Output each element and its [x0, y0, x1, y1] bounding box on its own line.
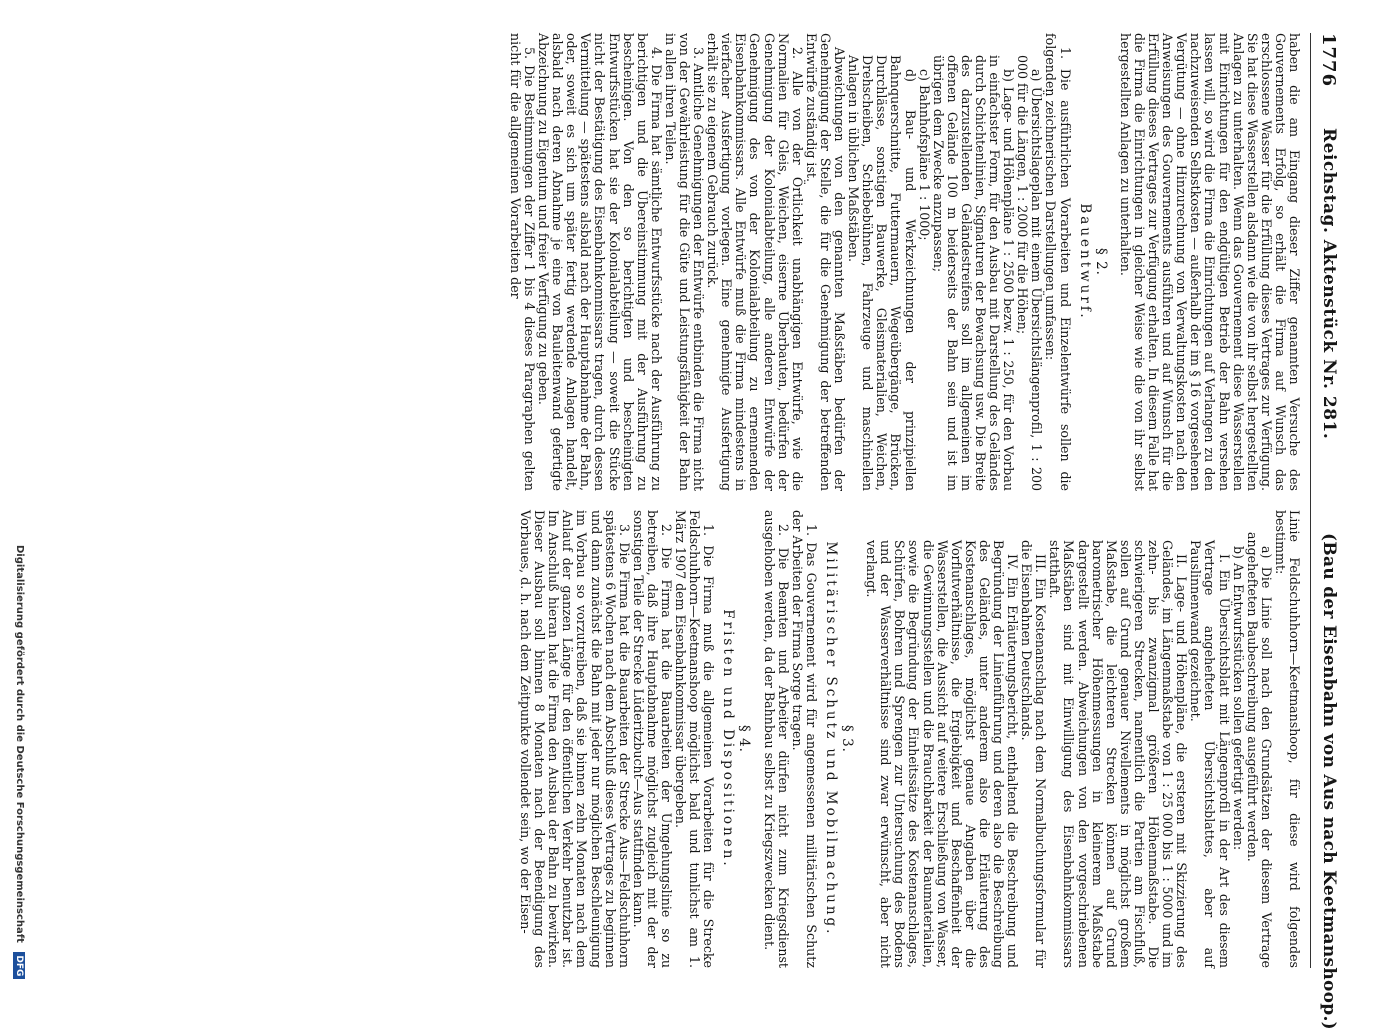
list-item: b) Lage- und Höhenpläne 1 : 2500 bezw. 1 : 250, für den Vorbau in einfachster Form, für den Ausbau mit Darstellung des Geländes durch Schichtenlinien, Signaturen der Bewachsung usw. Die Breite des darzustellenden Geländestreifens soll im allgemeinen im offenen Gelände 100 m beiderseits der Bahn sein und ist im übrigen dem Zwecke anzupassen;: [930, 55, 1017, 491]
paragraph: 1. Das Gouvernement wird für angemessenen militärischen Schutz der Arbeiten der Firma Sorge tragen.: [789, 510, 819, 968]
section-heading: § 2.: [1092, 248, 1109, 276]
paragraph: 3. Die Firma hat die Bauarbeiten der Strecke Aus—Feldschuhhorn spätestens 6 Wochen nach dem Abschluß dieses Vertrages zu beginnen und dann zunächst die Bahn mit jeder nur möglichen Beschleunigung im Vorbau so vorzutreiben, daß sie binnen zehn Monaten nach dem Anlauf der ganzen Länge für den öffentlichen Verkehr benutzbar ist. Im Anschluß hieran hat die Firma den Ausbau der Bahn zu bewirken. Dieser Ausbau soll binnen 8 Monaten nach der Beendigung des Vorbaues, d. h. nach dem Zeitpunkte vollendet sein, wo der Eisen-: [518, 510, 632, 968]
section-title: Fristen und Dispositionen.: [720, 609, 737, 869]
list-item: d) Bau- und Werkzeichnungen der prinzipiellen Bahnquerschnitte, Futtermauern, Wegeübergänge, Brücken, Durchlässe, sonstigen Bauwerke, Gleismaterialien, Weichen, Drehscheiben, Schiebebühnen, Fahrzeuge und maschinellen Anlagen in üblichen Maßstäben.: [846, 55, 918, 491]
paragraph: Linie Feldschuhhorn—Keetmanshoop, für diese wird folgendes bestimmt:: [1272, 510, 1302, 968]
rotated-scanned-page: [14, 25, 1353, 1030]
left-text-column: [508, 33, 1301, 491]
section-title: Bauentwurf.: [1076, 203, 1093, 321]
paragraph: 3. Amtliche Genehmigungen der Entwürfe entbinden die Firma nicht von der Gewährleistung für die Güte und Leistungsfähigkeit der Bahn in allen ihren Teilen.: [662, 33, 707, 491]
credit-text: Digitalisierung gefördert durch die Deutsche Forschungsgemeinschaft: [14, 545, 25, 943]
paragraph: 2. Die Beamten und Arbeiter dürfen nicht zum Kriegsdienst ausgehoben werden, da der Bahnbau selbst zu Kriegszwecken dient.: [761, 510, 791, 968]
page-header: [1310, 33, 1345, 1030]
header-title: (Bau der Eisenbahn von Aus nach Keetmanshoop.): [1319, 533, 1339, 1030]
list-item: IV. Ein Erläuterungsbericht, enthaltend die Beschreibung und Begründung der Linienführung und deren also die Beschreibung des Geländes, unter anderem also die Erläuterung des Kostenanschlages, möglichst genaue Angaben über die Vorflutverhältnisse, die Ergiebigkeit und Beschaffenheit der Wasserstellen, die Aussicht auf weitere Erschließung von Wasser, die Gewinnungsstellen und die Brauchbarkeit der Baumaterialien, sowie die Begründung der Einheitssätze des Kostenanschlages, Schürfen, Bohren und Sprengen zur Untersuchung des Bodens und der Wasserverhältnisse sind zwar erwünscht, aber nicht verlangt.: [864, 540, 1021, 968]
paragraph: 2. Die Firma hat die Bauarbeiten der Umgehungslinie so zu betreiben, daß ihre Hauptabnahme möglichst zugleich mit der der sonstigen Teile der Strecke Lüderitzbucht—Aus stattfinden kann.: [630, 510, 674, 968]
list-item: II. Lage- und Höhenpläne, die ersteren mit Skizzierung des Geländes, im Längenmaßstabe von 1 : 25 000 bis 1 : 5000 und im zehn- bis zwanzigmal größeren Höhenmaßstabe. Die schwierigeren Strecken, namentlich die Partien am Fischfluß, sollen auf Grund genauer Nivellements in möglichst großem Maßstabe, die leichteren Strecken können auf Grund barometrischer Höhenmessungen in kleinerem Maßstabe dargestellt werden. Abweichungen von den vorgeschriebenen Maßstäben sind mit Einwilligung des Eisenbahnkommissars statthaft.: [1047, 540, 1190, 968]
paragraph: 1. Die Firma muß die allgemeinen Vorarbeiten für die Strecke Feldschuhhorn—Keetmanshoop möglichst bald und tunlichst am 1. März 1907 dem Eisenbahnkommissar übergeben.: [673, 510, 717, 968]
digitization-credit: [13, 545, 25, 977]
paragraph: haben die am Eingang dieser Ziffer genannten Versuche des Gouvernements Erfolg, so erhält die Firma auf Wunsch das erschlossene Wasser für die Erfüllung dieses Vertrages zur Verfügung. Sie hat diese Wasserstellen alsdann wie die von ihr selbst hergestellten Anlagen zu unterhalten. Wenn das Gouvernement diese Wasserstellen mit Einrichtungen für den endgültigen Betrieb der Bahn versehen lassen will, so wird die Firma die Einrichtungen auf Verlangen zu den nachzuweisenden Selbstkosten — außerhalb der im § 16 vorgesehenen Vergütung — ohne Hinzurechnung von Verwaltungskosten nach den Anweisungen des Gouvernements ausführen und auf Wunsch für die Erfüllung dieses Vertrages zur Verfügung erhalten. In diesem Falle hat die Firma die Einrichtungen in gleicher Weise wie die von ihr selbst hergestellten Anlagen zu unterhalten.: [1117, 33, 1302, 491]
page-number: 1776: [1318, 33, 1339, 88]
list-item: a) Übersichtslageplan mit einem Übersichtslängenprofil, 1 : 200 000 für die Längen, 1 : 2000 für die Höhen;: [1015, 55, 1045, 491]
list-item: III. Ein Kostenanschlag nach dem Normalbuchungsformular für die Eisenbahnen Deutschlands.: [1019, 540, 1049, 968]
list-item: c) Bahnhofspläne 1 : 1000;: [916, 69, 932, 241]
paragraph: 2. Alle von der Örtlichkeit unabhängigen Entwürfe, wie die Normalien für Gleis, Weichen, eiserne Überbauten, bedürfen der Genehmigung der Kolonialabteilung, alle anderen Entwürfe der Genehmigung des von der Kolonialabteilung zu ernennenden Eisenbahnkommissars. Alle Entwürfe muß die Firma mindestens in vierfacher Ausfertigung vorlegen. Eine genehmigte Ausfertigung erhält sie zu eigenem Gebrauch zurück.: [705, 33, 805, 491]
dfg-logo: DFG: [13, 952, 25, 979]
list-item: I. Ein Übersichtsblatt mit Längenprofil in der Art des diesem Vertrage angehefteten Übersichtsblattes, aber auf Pauslinnenwand gezeichnet.: [1188, 540, 1232, 968]
section-heading: § 4.: [736, 725, 753, 753]
section-heading: § 3.: [839, 725, 856, 753]
right-text-column: [518, 510, 1301, 968]
header-source: Reichstag. Aktenstück Nr. 281.: [1319, 128, 1339, 440]
list-item: b) An Entwurfsstücken sollen gefertigt werden:: [1230, 546, 1246, 851]
paragraph: 1. Die ausführlichen Vorarbeiten und Einzelentwürfe sollen die folgenden zeichnerischen Darstellungen umfassen:: [1043, 33, 1073, 491]
paragraph: 4. Die Firma hat sämtliche Entwurfsstücke nach der Ausführung zu berichtigen und die Übereinstimmung mit der Ausführung zu bescheinigen. Von den so berichtigten und bescheinigten Entwurfsstücken hat sie der Kolonialabteilung — soweit die Stücke nicht der Bestätigung des Eisenbahnkommissars tragen, durch dessen Vermittelung — spätestens alsbald nach der Hauptabnahme der Bahn, oder, soweit es sich um später fertig werdende Anlagen handelt, alsbald nach deren Abnahme je eine von Bauleitenwand gefertigte Abzeichnung zu Eigentum und freier Verfügung zu geben.: [536, 33, 664, 491]
paragraph: 5. Die Bestimmungen der Ziffer 1 bis 4 dieses Paragraphen gelten nicht für die allgemeinen Vorarbeiten der: [507, 33, 537, 491]
list-item: a) Die Linie soll nach den Grundsätzen der diesem Vertrage angehefteten Baubeschreibung ausgeführt werden.: [1244, 532, 1274, 968]
section-title: Militärischer Schutz und Mobilmachung.: [822, 541, 839, 937]
paragraph: Abweichungen von den genannten Maßstäben bedürfen der Genehmigung der Stelle, die für die Genehmigung der betreffenden Entwürfe zuständig ist.: [803, 33, 848, 491]
